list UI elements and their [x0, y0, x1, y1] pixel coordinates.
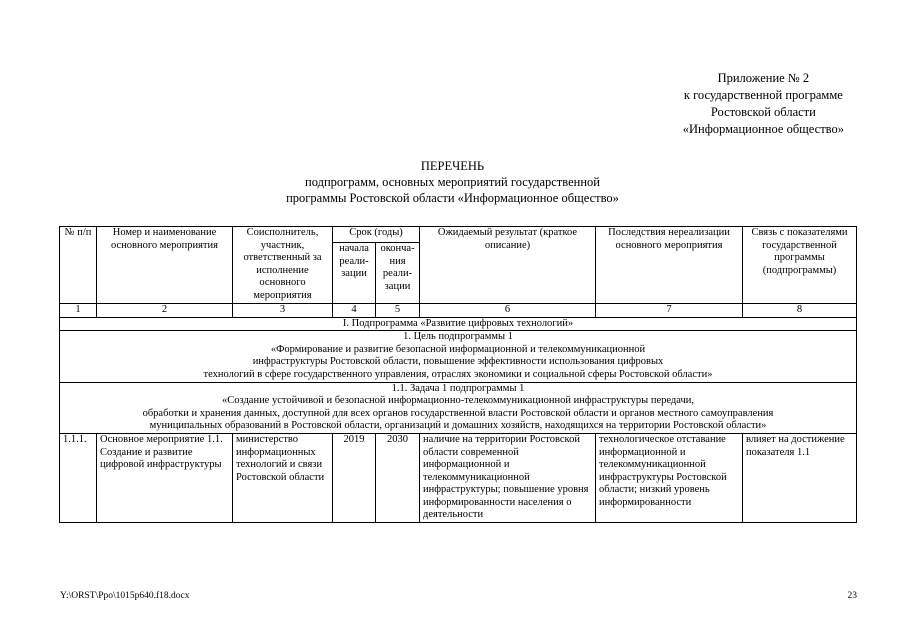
- header-name: Номер и наименование основного мероприятия: [97, 227, 233, 304]
- title-line: подпрограмм, основных мероприятий государственной: [305, 175, 600, 189]
- title-line: программы Ростовской области «Информационное общество»: [286, 191, 619, 205]
- header-executor: Соисполнитель, участник, ответственный за исполнение основного мероприятия: [233, 227, 333, 304]
- task-line: муниципальных образований в Ростовской области, организаций и домашних хозяйств, находящихся на территории Ростовской области»: [149, 420, 767, 432]
- appendix-line: «Информационное общество»: [682, 122, 844, 136]
- page-number: 23: [847, 591, 857, 601]
- task-line: 1.1. Задача 1 подпрограммы 1: [391, 382, 525, 394]
- column-number: 8: [743, 303, 857, 317]
- title-heading: ПЕРЕЧЕНЬ: [420, 159, 485, 173]
- goal-cell: [60, 331, 857, 382]
- subprogram-row: [60, 317, 857, 331]
- appendix-block: [683, 70, 844, 138]
- row-result: наличие на территории Ростовской области современной информационной и телекоммуникационной инфраструктуры; повышение уровня информированности населения о деятельности: [420, 433, 596, 522]
- column-number: 7: [596, 303, 743, 317]
- row-link: влияет на достижение показателя 1.1: [743, 433, 857, 522]
- header-consequences: Последствия нереализации основного мероприятия: [596, 227, 743, 304]
- goal-line: 1. Цель подпрограммы 1: [403, 331, 513, 343]
- row-executor: министерство информационных технологий и связи Ростовской области: [233, 433, 333, 522]
- subprogram-title: I. Подпрограмма «Развитие цифровых технологий»: [60, 317, 857, 331]
- column-number: 4: [333, 303, 376, 317]
- document-title: [0, 158, 905, 206]
- goal-line: технологий в сфере государственного управления, отраслях экономики и социальной сферы Ростовской области»: [203, 368, 713, 380]
- row-num: 1.1.1.: [60, 433, 97, 522]
- row-start: 2019: [333, 433, 376, 522]
- row-name: Основное мероприятие 1.1. Создание и развитие цифровой инфраструктуры: [97, 433, 233, 522]
- task-row: [60, 382, 857, 433]
- appendix-line: к государственной программе: [683, 88, 843, 102]
- task-cell: [60, 382, 857, 433]
- column-number: 6: [420, 303, 596, 317]
- column-numbers-row: [60, 303, 857, 317]
- column-number: 1: [60, 303, 97, 317]
- task-line: «Создание устойчивой и безопасной информационно-телекоммуникационной инфраструктуры передачи,: [221, 395, 695, 407]
- goal-line: инфраструктуры Ростовской области, повышение эффективности использования цифровых: [252, 356, 664, 368]
- header-num: № п/п: [60, 227, 97, 304]
- appendix-line: Ростовской области: [710, 105, 816, 119]
- table-row: [60, 433, 857, 522]
- header-link: Связь с показателями государственной программы (подпрограммы): [743, 227, 857, 304]
- column-number: 5: [376, 303, 420, 317]
- goal-line: «Формирование и развитие безопасной информационной и телекоммуникационной: [270, 343, 646, 355]
- column-number: 3: [233, 303, 333, 317]
- file-path: Y:\ORST\Ppo\1015p640.f18.docx: [60, 591, 190, 601]
- column-number: 2: [97, 303, 233, 317]
- header-term: Срок (годы): [333, 227, 420, 243]
- header-start: начала реали-зации: [333, 243, 376, 304]
- task-line: обработки и хранения данных, доступной для всех органов государственной власти Ростовской области и органов местного самоуправления: [142, 407, 774, 419]
- header-result: Ожидаемый результат (краткое описание): [420, 227, 596, 304]
- goal-row: [60, 331, 857, 382]
- row-end: 2030: [376, 433, 420, 522]
- row-consequences: технологическое отставание информационной и телекоммуникационной инфраструктуры Ростовской области; низкий уровень информированности: [596, 433, 743, 522]
- appendix-line: Приложение № 2: [717, 71, 810, 85]
- header-row: [60, 227, 857, 243]
- measures-table: [59, 226, 857, 523]
- header-end: оконча-ния реали-зации: [376, 243, 420, 304]
